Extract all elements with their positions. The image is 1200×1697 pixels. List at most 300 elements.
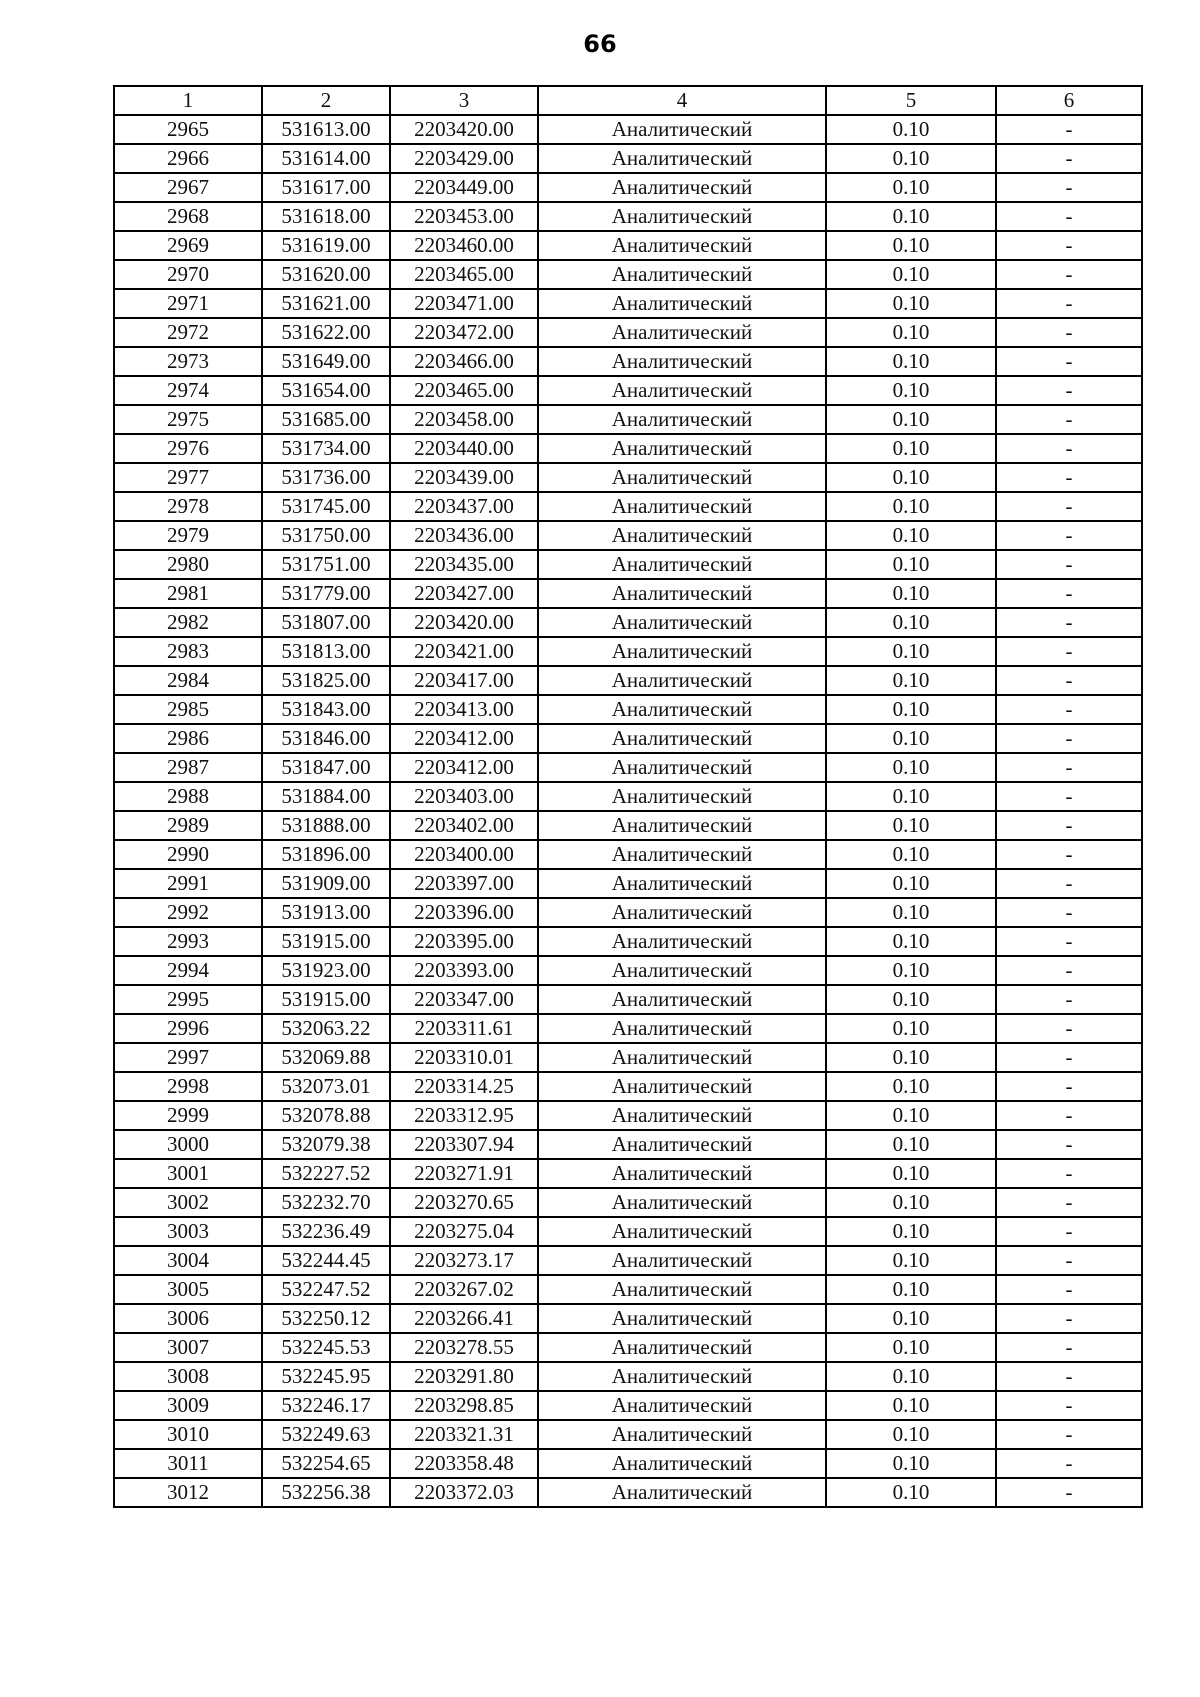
- x-coordinate-cell: 531649.00: [262, 347, 390, 376]
- x-coordinate-cell: 531620.00: [262, 260, 390, 289]
- method-cell: Аналитический: [538, 927, 826, 956]
- x-coordinate-cell: 531734.00: [262, 434, 390, 463]
- point-number-cell: 2965: [114, 115, 262, 144]
- y-coordinate-cell: 2203312.95: [390, 1101, 538, 1130]
- note-cell: -: [996, 231, 1142, 260]
- table-row: [114, 898, 1142, 927]
- table-row: [114, 1391, 1142, 1420]
- table-row: [114, 550, 1142, 579]
- method-cell: Аналитический: [538, 202, 826, 231]
- note-cell: -: [996, 260, 1142, 289]
- point-number-cell: 2994: [114, 956, 262, 985]
- x-coordinate-cell: 531909.00: [262, 869, 390, 898]
- point-number-cell: 2999: [114, 1101, 262, 1130]
- x-coordinate-cell: 532254.65: [262, 1449, 390, 1478]
- table-header-row: [114, 86, 1142, 115]
- y-coordinate-cell: 2203271.91: [390, 1159, 538, 1188]
- y-coordinate-cell: 2203437.00: [390, 492, 538, 521]
- x-coordinate-cell: 531614.00: [262, 144, 390, 173]
- note-cell: -: [996, 811, 1142, 840]
- method-cell: Аналитический: [538, 1420, 826, 1449]
- note-cell: -: [996, 550, 1142, 579]
- table-row: [114, 1217, 1142, 1246]
- x-coordinate-cell: 532069.88: [262, 1043, 390, 1072]
- y-coordinate-cell: 2203465.00: [390, 260, 538, 289]
- x-coordinate-cell: 532245.95: [262, 1362, 390, 1391]
- method-cell: Аналитический: [538, 608, 826, 637]
- point-number-cell: 3009: [114, 1391, 262, 1420]
- x-coordinate-cell: 531884.00: [262, 782, 390, 811]
- x-coordinate-cell: 531825.00: [262, 666, 390, 695]
- method-cell: Аналитический: [538, 724, 826, 753]
- point-number-cell: 3007: [114, 1333, 262, 1362]
- y-coordinate-cell: 2203429.00: [390, 144, 538, 173]
- method-cell: Аналитический: [538, 289, 826, 318]
- accuracy-cell: 0.10: [826, 1159, 996, 1188]
- method-cell: Аналитический: [538, 405, 826, 434]
- accuracy-cell: 0.10: [826, 956, 996, 985]
- method-cell: Аналитический: [538, 1159, 826, 1188]
- point-number-cell: 2989: [114, 811, 262, 840]
- x-coordinate-cell: 531617.00: [262, 173, 390, 202]
- note-cell: -: [996, 1043, 1142, 1072]
- accuracy-cell: 0.10: [826, 637, 996, 666]
- point-number-cell: 2978: [114, 492, 262, 521]
- note-cell: -: [996, 405, 1142, 434]
- y-coordinate-cell: 2203270.65: [390, 1188, 538, 1217]
- accuracy-cell: 0.10: [826, 289, 996, 318]
- accuracy-cell: 0.10: [826, 695, 996, 724]
- table-row: [114, 666, 1142, 695]
- method-cell: Аналитический: [538, 695, 826, 724]
- note-cell: -: [996, 202, 1142, 231]
- note-cell: -: [996, 144, 1142, 173]
- method-cell: Аналитический: [538, 898, 826, 927]
- method-cell: Аналитический: [538, 956, 826, 985]
- y-coordinate-cell: 2203466.00: [390, 347, 538, 376]
- x-coordinate-cell: 532236.49: [262, 1217, 390, 1246]
- accuracy-cell: 0.10: [826, 1072, 996, 1101]
- method-cell: Аналитический: [538, 1072, 826, 1101]
- method-cell: Аналитический: [538, 579, 826, 608]
- y-coordinate-cell: 2203372.03: [390, 1478, 538, 1507]
- y-coordinate-cell: 2203396.00: [390, 898, 538, 927]
- y-coordinate-cell: 2203460.00: [390, 231, 538, 260]
- table-row: [114, 318, 1142, 347]
- note-cell: -: [996, 782, 1142, 811]
- method-cell: Аналитический: [538, 463, 826, 492]
- accuracy-cell: 0.10: [826, 1043, 996, 1072]
- note-cell: -: [996, 1420, 1142, 1449]
- table-row: [114, 724, 1142, 753]
- x-coordinate-cell: 532246.17: [262, 1391, 390, 1420]
- y-coordinate-cell: 2203453.00: [390, 202, 538, 231]
- accuracy-cell: 0.10: [826, 840, 996, 869]
- table-row: [114, 376, 1142, 405]
- point-number-cell: 2979: [114, 521, 262, 550]
- y-coordinate-cell: 2203403.00: [390, 782, 538, 811]
- x-coordinate-cell: 532256.38: [262, 1478, 390, 1507]
- x-coordinate-cell: 531888.00: [262, 811, 390, 840]
- method-cell: Аналитический: [538, 1014, 826, 1043]
- table-row: [114, 1420, 1142, 1449]
- note-cell: -: [996, 724, 1142, 753]
- y-coordinate-cell: 2203472.00: [390, 318, 538, 347]
- point-number-cell: 2992: [114, 898, 262, 927]
- point-number-cell: 2998: [114, 1072, 262, 1101]
- accuracy-cell: 0.10: [826, 347, 996, 376]
- y-coordinate-cell: 2203421.00: [390, 637, 538, 666]
- method-cell: Аналитический: [538, 1304, 826, 1333]
- note-cell: -: [996, 637, 1142, 666]
- method-cell: Аналитический: [538, 1391, 826, 1420]
- y-coordinate-cell: 2203412.00: [390, 724, 538, 753]
- x-coordinate-cell: 531622.00: [262, 318, 390, 347]
- table-row: [114, 1275, 1142, 1304]
- point-number-cell: 2973: [114, 347, 262, 376]
- point-number-cell: 2987: [114, 753, 262, 782]
- point-number-cell: 3000: [114, 1130, 262, 1159]
- x-coordinate-cell: 531618.00: [262, 202, 390, 231]
- table-row: [114, 405, 1142, 434]
- x-coordinate-cell: 531736.00: [262, 463, 390, 492]
- x-coordinate-cell: 532250.12: [262, 1304, 390, 1333]
- method-cell: Аналитический: [538, 260, 826, 289]
- y-coordinate-cell: 2203393.00: [390, 956, 538, 985]
- note-cell: -: [996, 840, 1142, 869]
- accuracy-cell: 0.10: [826, 202, 996, 231]
- y-coordinate-cell: 2203311.61: [390, 1014, 538, 1043]
- table-row: [114, 608, 1142, 637]
- method-cell: Аналитический: [538, 1333, 826, 1362]
- point-number-cell: 3005: [114, 1275, 262, 1304]
- x-coordinate-cell: 531923.00: [262, 956, 390, 985]
- note-cell: -: [996, 434, 1142, 463]
- accuracy-cell: 0.10: [826, 753, 996, 782]
- accuracy-cell: 0.10: [826, 144, 996, 173]
- accuracy-cell: 0.10: [826, 492, 996, 521]
- column-header: 6: [996, 86, 1142, 115]
- y-coordinate-cell: 2203413.00: [390, 695, 538, 724]
- note-cell: -: [996, 1362, 1142, 1391]
- table-row: [114, 1188, 1142, 1217]
- x-coordinate-cell: 532244.45: [262, 1246, 390, 1275]
- method-cell: Аналитический: [538, 840, 826, 869]
- coordinates-table: [113, 85, 1143, 1508]
- point-number-cell: 2993: [114, 927, 262, 956]
- accuracy-cell: 0.10: [826, 1391, 996, 1420]
- table-row: [114, 115, 1142, 144]
- point-number-cell: 3002: [114, 1188, 262, 1217]
- point-number-cell: 2975: [114, 405, 262, 434]
- table-row: [114, 956, 1142, 985]
- method-cell: Аналитический: [538, 347, 826, 376]
- note-cell: -: [996, 1159, 1142, 1188]
- accuracy-cell: 0.10: [826, 405, 996, 434]
- note-cell: -: [996, 608, 1142, 637]
- x-coordinate-cell: 531846.00: [262, 724, 390, 753]
- note-cell: -: [996, 753, 1142, 782]
- x-coordinate-cell: 531847.00: [262, 753, 390, 782]
- point-number-cell: 2991: [114, 869, 262, 898]
- table-row: [114, 463, 1142, 492]
- y-coordinate-cell: 2203440.00: [390, 434, 538, 463]
- point-number-cell: 2988: [114, 782, 262, 811]
- note-cell: -: [996, 1014, 1142, 1043]
- table-row: [114, 347, 1142, 376]
- note-cell: -: [996, 579, 1142, 608]
- point-number-cell: 3012: [114, 1478, 262, 1507]
- x-coordinate-cell: 531654.00: [262, 376, 390, 405]
- point-number-cell: 2990: [114, 840, 262, 869]
- accuracy-cell: 0.10: [826, 173, 996, 202]
- table-row: [114, 1072, 1142, 1101]
- x-coordinate-cell: 532063.22: [262, 1014, 390, 1043]
- point-number-cell: 2967: [114, 173, 262, 202]
- x-coordinate-cell: 531745.00: [262, 492, 390, 521]
- y-coordinate-cell: 2203420.00: [390, 115, 538, 144]
- accuracy-cell: 0.10: [826, 1246, 996, 1275]
- x-coordinate-cell: 531621.00: [262, 289, 390, 318]
- y-coordinate-cell: 2203412.00: [390, 753, 538, 782]
- table-row: [114, 1101, 1142, 1130]
- note-cell: -: [996, 492, 1142, 521]
- table-row: [114, 492, 1142, 521]
- x-coordinate-cell: 531896.00: [262, 840, 390, 869]
- accuracy-cell: 0.10: [826, 985, 996, 1014]
- accuracy-cell: 0.10: [826, 1101, 996, 1130]
- note-cell: -: [996, 1391, 1142, 1420]
- method-cell: Аналитический: [538, 318, 826, 347]
- y-coordinate-cell: 2203417.00: [390, 666, 538, 695]
- y-coordinate-cell: 2203314.25: [390, 1072, 538, 1101]
- point-number-cell: 2974: [114, 376, 262, 405]
- note-cell: -: [996, 1101, 1142, 1130]
- table-row: [114, 840, 1142, 869]
- note-cell: -: [996, 521, 1142, 550]
- note-cell: -: [996, 1478, 1142, 1507]
- accuracy-cell: 0.10: [826, 608, 996, 637]
- point-number-cell: 2997: [114, 1043, 262, 1072]
- accuracy-cell: 0.10: [826, 869, 996, 898]
- y-coordinate-cell: 2203307.94: [390, 1130, 538, 1159]
- x-coordinate-cell: 531813.00: [262, 637, 390, 666]
- table-row: [114, 144, 1142, 173]
- method-cell: Аналитический: [538, 753, 826, 782]
- accuracy-cell: 0.10: [826, 1333, 996, 1362]
- method-cell: Аналитический: [538, 985, 826, 1014]
- note-cell: -: [996, 1130, 1142, 1159]
- point-number-cell: 2985: [114, 695, 262, 724]
- table-row: [114, 579, 1142, 608]
- y-coordinate-cell: 2203420.00: [390, 608, 538, 637]
- y-coordinate-cell: 2203471.00: [390, 289, 538, 318]
- x-coordinate-cell: 532245.53: [262, 1333, 390, 1362]
- method-cell: Аналитический: [538, 376, 826, 405]
- column-header: 3: [390, 86, 538, 115]
- accuracy-cell: 0.10: [826, 898, 996, 927]
- accuracy-cell: 0.10: [826, 1362, 996, 1391]
- y-coordinate-cell: 2203402.00: [390, 811, 538, 840]
- accuracy-cell: 0.10: [826, 463, 996, 492]
- accuracy-cell: 0.10: [826, 927, 996, 956]
- point-number-cell: 3006: [114, 1304, 262, 1333]
- accuracy-cell: 0.10: [826, 1449, 996, 1478]
- x-coordinate-cell: 532232.70: [262, 1188, 390, 1217]
- note-cell: -: [996, 956, 1142, 985]
- x-coordinate-cell: 532227.52: [262, 1159, 390, 1188]
- table-row: [114, 1449, 1142, 1478]
- method-cell: Аналитический: [538, 1217, 826, 1246]
- method-cell: Аналитический: [538, 811, 826, 840]
- y-coordinate-cell: 2203439.00: [390, 463, 538, 492]
- y-coordinate-cell: 2203267.02: [390, 1275, 538, 1304]
- note-cell: -: [996, 289, 1142, 318]
- table-row: [114, 231, 1142, 260]
- column-header: 1: [114, 86, 262, 115]
- point-number-cell: 2996: [114, 1014, 262, 1043]
- y-coordinate-cell: 2203278.55: [390, 1333, 538, 1362]
- accuracy-cell: 0.10: [826, 115, 996, 144]
- y-coordinate-cell: 2203458.00: [390, 405, 538, 434]
- x-coordinate-cell: 531750.00: [262, 521, 390, 550]
- x-coordinate-cell: 531619.00: [262, 231, 390, 260]
- accuracy-cell: 0.10: [826, 434, 996, 463]
- y-coordinate-cell: 2203358.48: [390, 1449, 538, 1478]
- accuracy-cell: 0.10: [826, 260, 996, 289]
- method-cell: Аналитический: [538, 1188, 826, 1217]
- accuracy-cell: 0.10: [826, 782, 996, 811]
- table-row: [114, 1478, 1142, 1507]
- method-cell: Аналитический: [538, 144, 826, 173]
- accuracy-cell: 0.10: [826, 318, 996, 347]
- point-number-cell: 3011: [114, 1449, 262, 1478]
- y-coordinate-cell: 2203275.04: [390, 1217, 538, 1246]
- table-row: [114, 1246, 1142, 1275]
- table-row: [114, 869, 1142, 898]
- method-cell: Аналитический: [538, 115, 826, 144]
- x-coordinate-cell: 531913.00: [262, 898, 390, 927]
- point-number-cell: 2966: [114, 144, 262, 173]
- x-coordinate-cell: 531751.00: [262, 550, 390, 579]
- method-cell: Аналитический: [538, 782, 826, 811]
- accuracy-cell: 0.10: [826, 579, 996, 608]
- method-cell: Аналитический: [538, 521, 826, 550]
- x-coordinate-cell: 531915.00: [262, 927, 390, 956]
- x-coordinate-cell: 531843.00: [262, 695, 390, 724]
- table-row: [114, 289, 1142, 318]
- y-coordinate-cell: 2203395.00: [390, 927, 538, 956]
- method-cell: Аналитический: [538, 1043, 826, 1072]
- method-cell: Аналитический: [538, 1130, 826, 1159]
- point-number-cell: 3008: [114, 1362, 262, 1391]
- accuracy-cell: 0.10: [826, 1130, 996, 1159]
- table-row: [114, 434, 1142, 463]
- note-cell: -: [996, 1188, 1142, 1217]
- note-cell: -: [996, 869, 1142, 898]
- x-coordinate-cell: 532247.52: [262, 1275, 390, 1304]
- y-coordinate-cell: 2203449.00: [390, 173, 538, 202]
- accuracy-cell: 0.10: [826, 1188, 996, 1217]
- x-coordinate-cell: 532079.38: [262, 1130, 390, 1159]
- method-cell: Аналитический: [538, 1101, 826, 1130]
- note-cell: -: [996, 173, 1142, 202]
- method-cell: Аналитический: [538, 637, 826, 666]
- table-row: [114, 985, 1142, 1014]
- note-cell: -: [996, 115, 1142, 144]
- point-number-cell: 2986: [114, 724, 262, 753]
- note-cell: -: [996, 985, 1142, 1014]
- note-cell: -: [996, 318, 1142, 347]
- note-cell: -: [996, 898, 1142, 927]
- table-row: [114, 1304, 1142, 1333]
- note-cell: -: [996, 376, 1142, 405]
- accuracy-cell: 0.10: [826, 1478, 996, 1507]
- x-coordinate-cell: 532073.01: [262, 1072, 390, 1101]
- note-cell: -: [996, 1072, 1142, 1101]
- accuracy-cell: 0.10: [826, 724, 996, 753]
- point-number-cell: 2969: [114, 231, 262, 260]
- accuracy-cell: 0.10: [826, 1304, 996, 1333]
- accuracy-cell: 0.10: [826, 1217, 996, 1246]
- x-coordinate-cell: 532249.63: [262, 1420, 390, 1449]
- accuracy-cell: 0.10: [826, 550, 996, 579]
- x-coordinate-cell: 531779.00: [262, 579, 390, 608]
- accuracy-cell: 0.10: [826, 521, 996, 550]
- accuracy-cell: 0.10: [826, 1275, 996, 1304]
- note-cell: -: [996, 347, 1142, 376]
- point-number-cell: 2971: [114, 289, 262, 318]
- column-header: 4: [538, 86, 826, 115]
- method-cell: Аналитический: [538, 1362, 826, 1391]
- x-coordinate-cell: 532078.88: [262, 1101, 390, 1130]
- method-cell: Аналитический: [538, 1246, 826, 1275]
- point-number-cell: 2980: [114, 550, 262, 579]
- accuracy-cell: 0.10: [826, 811, 996, 840]
- method-cell: Аналитический: [538, 173, 826, 202]
- point-number-cell: 2984: [114, 666, 262, 695]
- point-number-cell: 2976: [114, 434, 262, 463]
- point-number-cell: 2983: [114, 637, 262, 666]
- table-row: [114, 260, 1142, 289]
- y-coordinate-cell: 2203266.41: [390, 1304, 538, 1333]
- point-number-cell: 2970: [114, 260, 262, 289]
- x-coordinate-cell: 531807.00: [262, 608, 390, 637]
- y-coordinate-cell: 2203397.00: [390, 869, 538, 898]
- note-cell: -: [996, 1449, 1142, 1478]
- method-cell: Аналитический: [538, 434, 826, 463]
- note-cell: -: [996, 927, 1142, 956]
- y-coordinate-cell: 2203321.31: [390, 1420, 538, 1449]
- table-row: [114, 1043, 1142, 1072]
- point-number-cell: 3003: [114, 1217, 262, 1246]
- method-cell: Аналитический: [538, 869, 826, 898]
- y-coordinate-cell: 2203298.85: [390, 1391, 538, 1420]
- point-number-cell: 2977: [114, 463, 262, 492]
- method-cell: Аналитический: [538, 1478, 826, 1507]
- column-header: 5: [826, 86, 996, 115]
- accuracy-cell: 0.10: [826, 231, 996, 260]
- note-cell: -: [996, 666, 1142, 695]
- accuracy-cell: 0.10: [826, 1420, 996, 1449]
- y-coordinate-cell: 2203427.00: [390, 579, 538, 608]
- accuracy-cell: 0.10: [826, 376, 996, 405]
- table-row: [114, 1159, 1142, 1188]
- x-coordinate-cell: 531613.00: [262, 115, 390, 144]
- table-row: [114, 811, 1142, 840]
- table-row: [114, 1014, 1142, 1043]
- table-row: [114, 782, 1142, 811]
